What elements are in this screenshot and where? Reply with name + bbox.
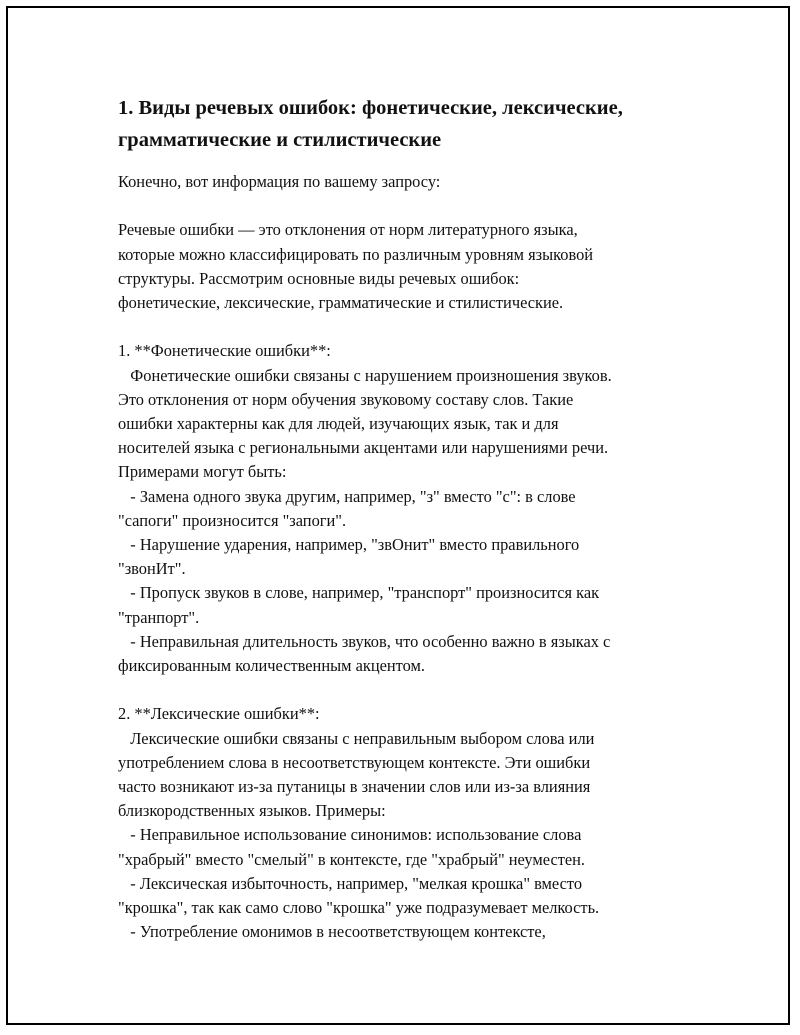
text-line: фонетические, лексические, грамматические и стилистические.: [118, 293, 564, 312]
text-line: "транпорт".: [118, 607, 200, 627]
text-line: Лексические ошибки связаны с неправильным выбором слова или: [118, 728, 595, 748]
text-line: - Лексическая избыточность, например, "мелкая крошка" вместо: [118, 873, 583, 893]
text-line: фиксированным количественным акцентом.: [118, 656, 425, 676]
text-line: - Нарушение ударения, например, "звОнит" вместо правильного: [118, 535, 580, 555]
text-line: - Пропуск звуков в слове, например, "транспорт" произносится как: [118, 583, 600, 603]
text-line: Примерами могут быть:: [118, 462, 287, 482]
document-title: [118, 92, 698, 156]
text-line: "звонИт".: [118, 559, 186, 579]
text-line: близкородственных языков. Примеры:: [118, 801, 386, 821]
document-body: [118, 170, 698, 944]
text-line: 1. **Фонетические ошибки**:: [118, 341, 331, 361]
text-line: - Употребление омонимов в несоответствующем контексте,: [118, 922, 546, 942]
text-line: "храбрый" вместо "смелый" в контексте, где "храбрый" неуместен.: [118, 849, 586, 869]
text-line: "сапоги" произносится "запоги".: [118, 510, 347, 530]
text-line: часто возникают из-за путаницы в значении слов или из-за влияния: [118, 777, 591, 797]
document-content: [118, 92, 698, 944]
text-line: носителей языка с региональными акцентами или нарушениями речи.: [118, 438, 609, 458]
text-line: которые можно классифицировать по различным уровням языковой: [118, 244, 594, 264]
text-line: [118, 194, 698, 218]
text-line: - Неправильное использование синонимов: использование слова: [118, 825, 582, 845]
text-line: употреблением слова в несоответствующем контексте. Эти ошибки: [118, 752, 591, 772]
text-line: Речевые ошибки — это отклонения от норм литературного языка,: [118, 220, 578, 240]
text-line: [118, 315, 698, 339]
text-line: структуры. Рассмотрим основные виды речевых ошибок:: [118, 268, 520, 288]
title-line: 1. Виды речевых ошибок: фонетические, лексические,: [118, 97, 623, 119]
text-line: - Замена одного звука другим, например, "з" вместо "с": в слове: [118, 486, 576, 506]
title-line: грамматические и стилистические: [118, 129, 442, 151]
text-line: Конечно, вот информация по вашему запросу:: [118, 172, 441, 191]
text-line: "крошка", так как само слово "крошка" уже подразумевает мелкость.: [118, 898, 600, 918]
text-line: ошибки характерны как для людей, изучающих язык, так и для: [118, 414, 559, 433]
text-line: 2. **Лексические ошибки**:: [118, 704, 320, 724]
text-line: Это отклонения от норм обучения звуковому составу слов. Такие: [118, 389, 574, 409]
text-line: [118, 678, 698, 702]
text-line: Фонетические ошибки связаны с нарушением произношения звуков.: [118, 365, 612, 385]
text-line: - Неправильная длительность звуков, что особенно важно в языках с: [118, 631, 611, 651]
